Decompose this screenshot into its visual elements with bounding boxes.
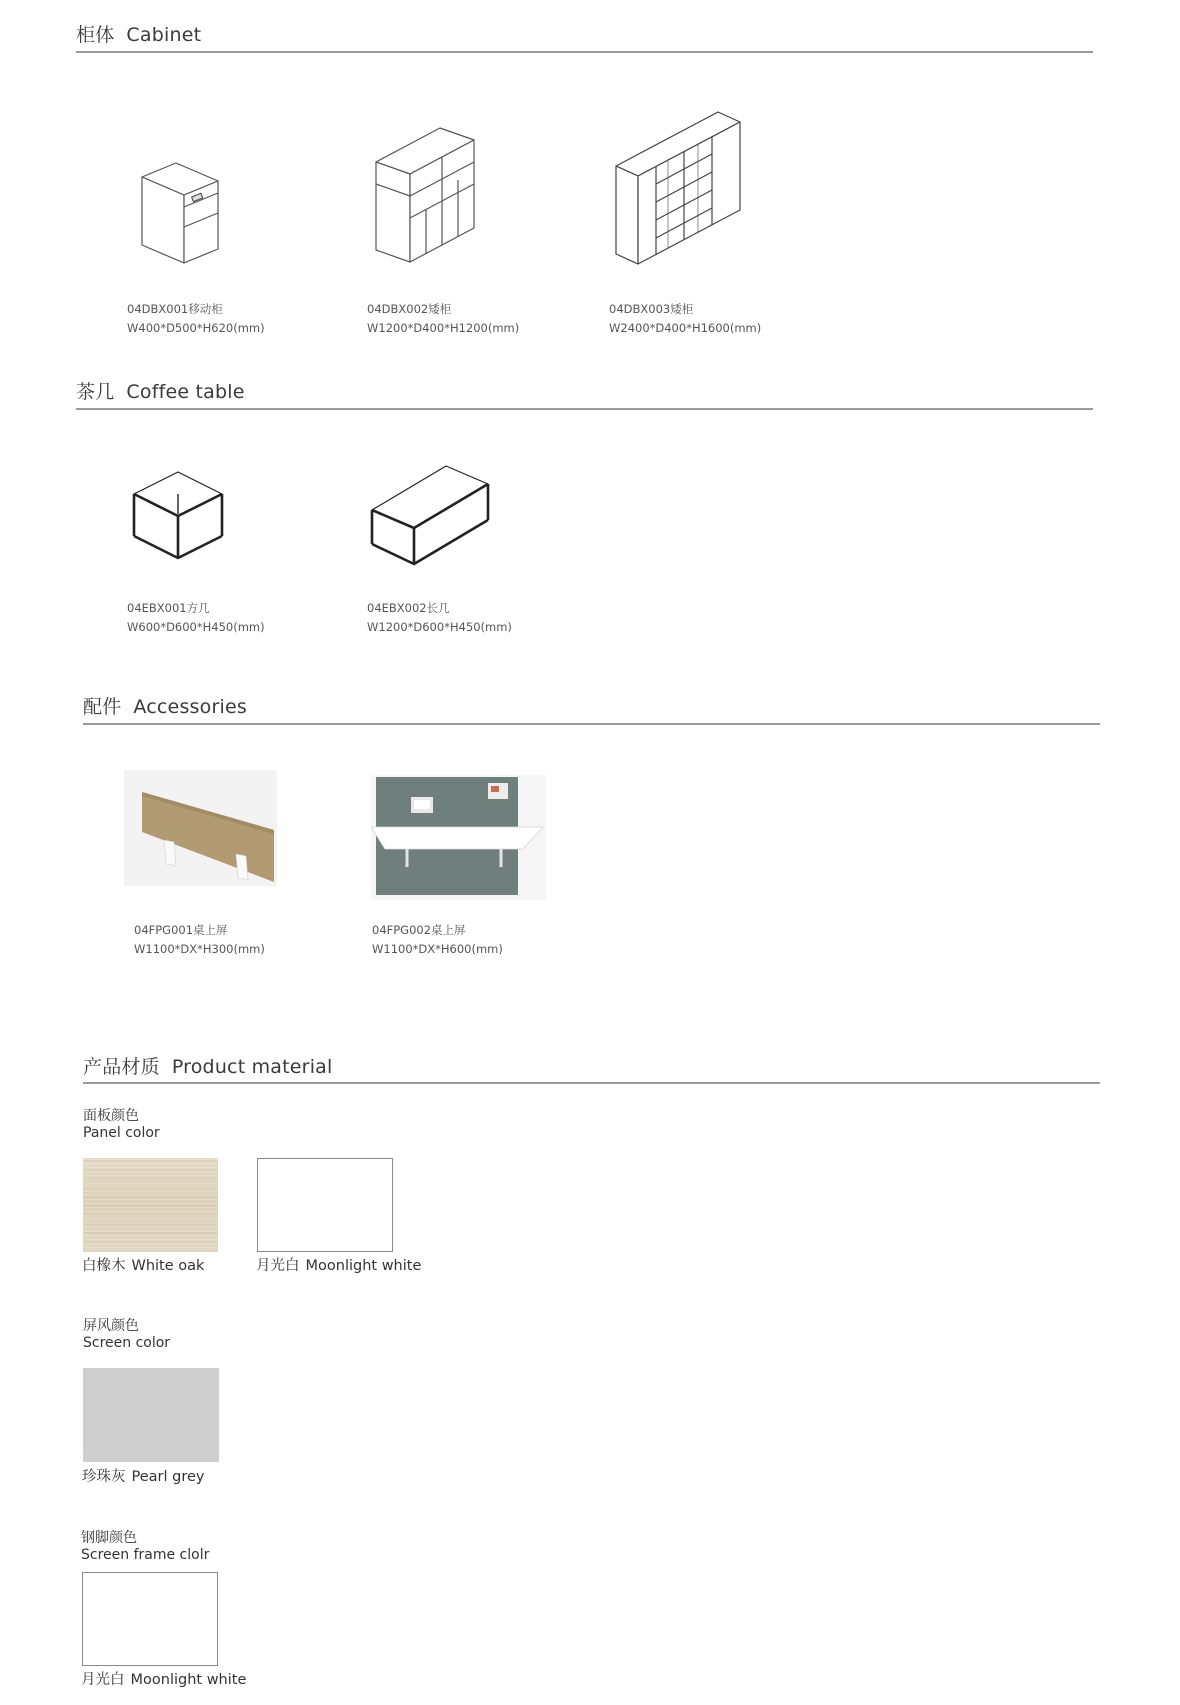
material-group-en: Screen color (83, 1335, 171, 1351)
material-group-heading (83, 1318, 170, 1352)
section-title-cn: 产品材质 (83, 1056, 160, 1078)
section-title-cn: 茶几 (76, 381, 115, 403)
section-title-cn: 配件 (83, 696, 122, 718)
product-size: W1200*D400*H1200(mm) (367, 321, 520, 335)
desk-screen-shelf-photo (371, 775, 546, 900)
square-table-icon (130, 468, 226, 563)
section-divider (83, 1082, 1100, 1084)
material-group-cn: 屏风颜色 (83, 1318, 139, 1334)
product-caption (372, 921, 503, 959)
product-size: W600*D600*H450(mm) (127, 620, 265, 634)
section-title-coffee-table (76, 377, 245, 404)
swatch-label-en: Moonlight white (130, 1672, 247, 1688)
swatch-pearl-grey (83, 1368, 219, 1462)
swatch-label-cn: 月光白 (81, 1672, 125, 1688)
low-cabinet-icon (370, 120, 480, 265)
product-code: 04FPG001桌上屏 (134, 923, 228, 937)
product-caption (367, 599, 512, 637)
swatch-white-oak (83, 1158, 218, 1252)
material-group-en: Screen frame clolr (81, 1547, 210, 1563)
section-title-cabinet (76, 20, 201, 47)
section-title-material (83, 1052, 333, 1079)
swatch-label-cn: 白橡木 (82, 1258, 126, 1274)
section-title-en: Product material (171, 1056, 333, 1078)
product-caption (367, 300, 519, 338)
swatch-moonlight-white (257, 1158, 393, 1252)
swatch-label-cn: 珍珠灰 (82, 1469, 126, 1485)
swatch-moonlight-white (82, 1572, 218, 1666)
tall-cabinet-icon (612, 108, 747, 268)
swatch-label-en: Pearl grey (131, 1469, 205, 1485)
section-title-en: Coffee table (126, 381, 245, 403)
product-code: 04DBX001移动柜 (127, 302, 223, 316)
product-caption (609, 300, 761, 338)
product-code: 04EBX002长几 (367, 601, 450, 615)
product-caption (134, 921, 265, 959)
material-group-heading (83, 1108, 160, 1142)
long-table-icon (368, 462, 492, 568)
product-size: W1200*D600*H450(mm) (367, 620, 512, 634)
swatch-label (256, 1254, 421, 1275)
desk-screen-photo (124, 770, 277, 886)
product-code: 04DBX003矮柜 (609, 302, 694, 316)
section-divider (76, 51, 1093, 53)
swatch-label-en: White oak (131, 1258, 205, 1274)
section-title-accessories (83, 692, 247, 719)
product-code: 04FPG002桌上屏 (372, 923, 466, 937)
material-group-en: Panel color (83, 1125, 160, 1141)
section-title-en: Accessories (133, 696, 247, 718)
section-divider (76, 408, 1093, 410)
product-caption (127, 599, 265, 637)
section-divider (83, 723, 1100, 725)
swatch-label (82, 1465, 204, 1486)
section-title-cn: 柜体 (76, 24, 115, 46)
product-size: W2400*D400*H1600(mm) (609, 321, 762, 335)
product-caption (127, 300, 265, 338)
swatch-label (82, 1254, 204, 1275)
product-size: W400*D500*H620(mm) (127, 321, 265, 335)
swatch-label-cn: 月光白 (256, 1258, 300, 1274)
swatch-label-en: Moonlight white (305, 1258, 422, 1274)
product-code: 04EBX001方几 (127, 601, 210, 615)
material-group-cn: 面板颜色 (83, 1108, 139, 1124)
product-code: 04DBX002矮柜 (367, 302, 452, 316)
mobile-pedestal-icon (130, 155, 230, 265)
product-size: W1100*DX*H300(mm) (134, 942, 265, 956)
product-size: W1100*DX*H600(mm) (372, 942, 503, 956)
swatch-label (81, 1668, 246, 1689)
material-group-cn: 钢脚颜色 (81, 1530, 137, 1546)
section-title-en: Cabinet (126, 24, 202, 46)
material-group-heading (81, 1530, 209, 1564)
